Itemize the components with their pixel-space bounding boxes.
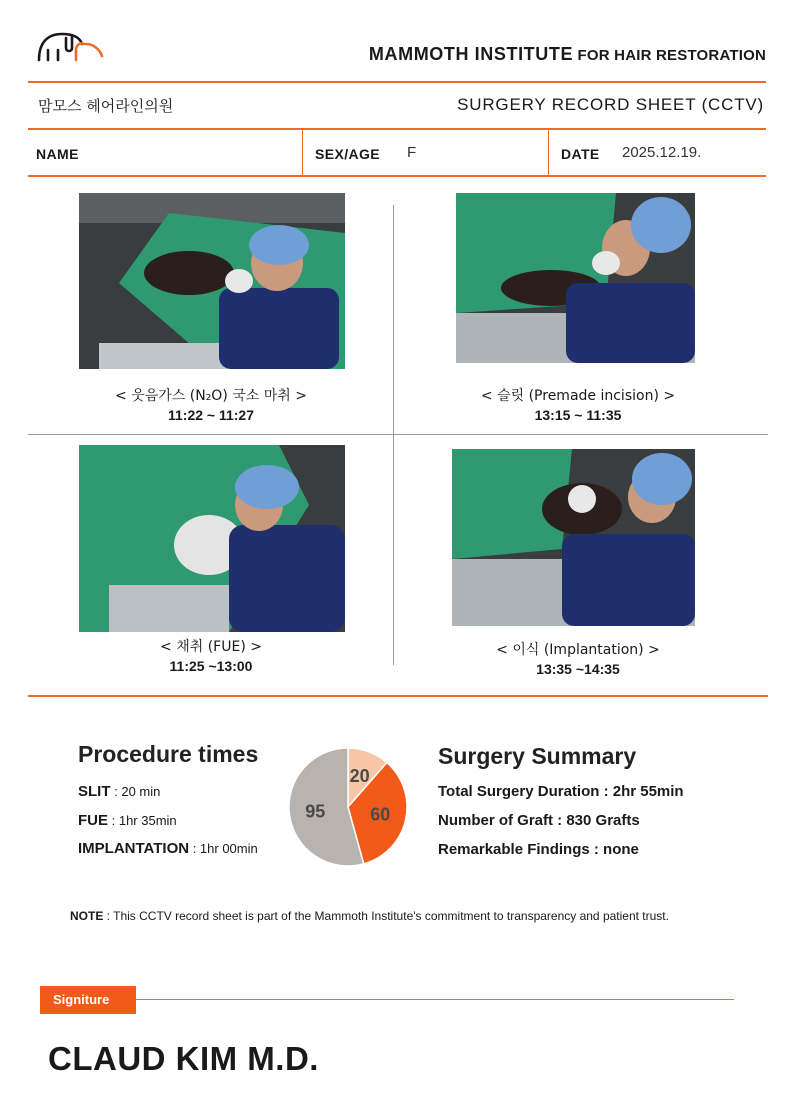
summary-duration: Total Surgery Duration : 2hr 55min (438, 783, 684, 800)
signature-line (136, 999, 734, 1000)
note-label: NOTE (70, 909, 104, 923)
procedure-row-fue (78, 812, 177, 829)
divider-photos-bottom (28, 695, 768, 697)
summary-findings: Remarkable Findings : none (438, 841, 639, 858)
procedure-row-slit (78, 783, 160, 800)
grid-vertical-line (393, 205, 394, 665)
caption-time: 11:22 ~ 11:27 (167, 407, 255, 423)
photo-caption (61, 638, 361, 676)
caption-label: < 슬릿 (Premade incision) > (480, 388, 676, 404)
procedure-pie-chart (287, 746, 409, 868)
cctv-photo-fue (79, 445, 345, 632)
procedure-label: FUE (78, 812, 108, 829)
signature-badge: Signiture (40, 986, 136, 1014)
field-separator (548, 129, 549, 176)
note (70, 909, 669, 923)
procedure-title: Procedure times (78, 741, 259, 767)
photo-caption (428, 641, 728, 679)
sex-age-label: SEX/AGE (315, 146, 381, 162)
pie-slice-label: 60 (370, 804, 391, 825)
caption-time: 13:15 ~ 11:35 (534, 407, 622, 423)
divider-fields-top (28, 128, 766, 130)
pie-slice-label: 20 (349, 766, 370, 787)
cctv-photo-implantation (452, 449, 695, 626)
date-label: DATE (561, 146, 600, 162)
cctv-photo-slit (456, 193, 695, 363)
procedure-label: SLIT (78, 783, 111, 800)
photo-caption (428, 387, 728, 425)
procedure-value: : 1hr 00min (189, 841, 258, 856)
cctv-photo-anesthesia (79, 193, 345, 369)
sheet-title: SURGERY RECORD SHEET (CCTV) (457, 95, 764, 114)
date-value: 2025.12.19. (622, 144, 702, 161)
procedure-row-implantation (78, 840, 258, 857)
note-text: : This CCTV record sheet is part of the Mammoth Institute's commitment to transparency and patient trust. (103, 909, 669, 923)
summary-grafts: Number of Graft : 830 Grafts (438, 812, 640, 829)
caption-label: < 이식 (Implantation) > (496, 642, 660, 658)
grid-horizontal-line (28, 434, 768, 435)
sex-age-value: F (407, 144, 417, 161)
photo-caption (61, 387, 361, 425)
procedure-value: : 1hr 35min (108, 813, 177, 828)
divider-fields-bottom (28, 175, 766, 177)
caption-label: < 채취 (FUE) > (160, 639, 262, 655)
korean-clinic-name: 맘모스 헤어라인의원 (38, 97, 174, 115)
divider-top (28, 81, 766, 83)
procedure-value: : 20 min (110, 784, 161, 799)
mammoth-logo-icon (36, 28, 108, 64)
summary-title: Surgery Summary (438, 743, 637, 769)
caption-label: < 웃음가스 (N₂O) 국소 마취 > (115, 388, 307, 404)
procedure-label: IMPLANTATION (78, 840, 190, 857)
name-label: NAME (36, 146, 79, 162)
caption-time: 11:25 ~13:00 (169, 658, 253, 674)
field-separator (302, 129, 303, 176)
doctor-name: CLAUD KIM M.D. (48, 1040, 319, 1077)
institute-name: MAMMOTH INSTITUTE FOR HAIR RESTORATION (368, 44, 766, 64)
caption-time: 13:35 ~14:35 (536, 661, 620, 677)
pie-slice-label: 95 (305, 801, 326, 822)
